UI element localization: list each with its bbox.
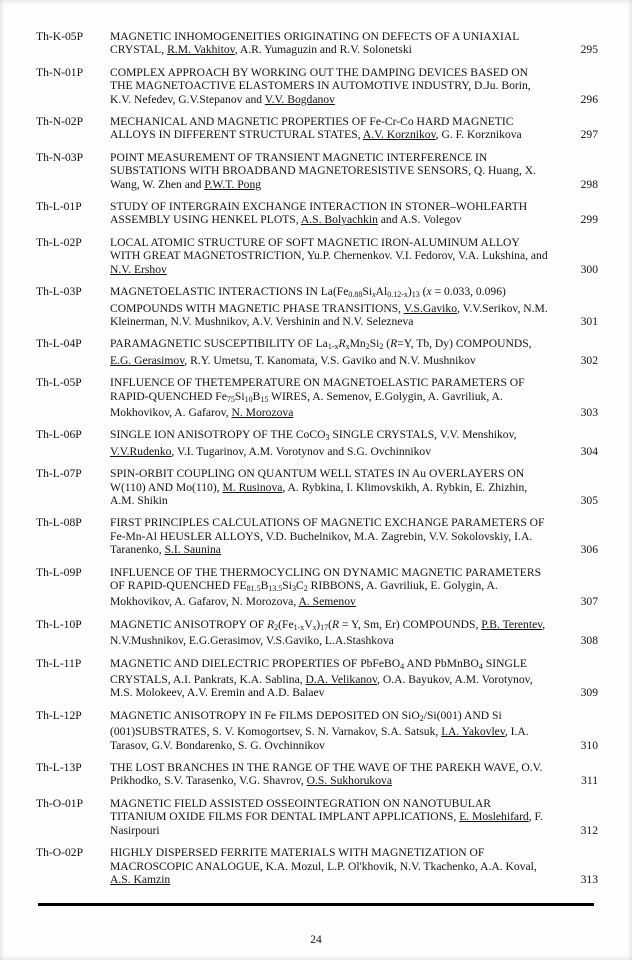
text-segment: B: [260, 579, 269, 592]
entry-page-number: 299: [580, 213, 598, 227]
entry-page-number: 300: [580, 262, 598, 276]
entry-page-number: 308: [580, 634, 598, 648]
text-segment: =Y, Tb, Dy) COMPOUNDS,: [397, 337, 532, 351]
entry-title-authors: [110, 285, 564, 328]
toc-entry: [36, 467, 598, 507]
text-segment: , I.A. Tarasov, G.V. Bondarenko, S. G. Ovchinnikov: [110, 725, 529, 752]
text-segment: , O.A. Bayukov, A.M. Vorotynov, M.S. Molokeev, A.V. Eremin and A.D. Balaev: [110, 673, 533, 700]
text-segment: INFLUENCE OF THE THERMOCYCLING ON DYNAMIC MAGNETIC PARAMETERS OF RAPID-QUENCHED FE: [110, 565, 542, 592]
text-segment: ): [316, 617, 321, 631]
presenting-author: M. Rusinova: [222, 480, 283, 494]
text-segment: = 0.033, 0.096) COMPOUNDS WITH MAGNETIC PHASE TRANSITIONS,: [110, 285, 506, 315]
text-segment: SINGLE ION ANISOTROPY OF THE CoCO: [110, 428, 326, 442]
entry-code: Th-K-05P: [36, 30, 84, 43]
text-segment: AND PbMnBO: [404, 656, 479, 670]
text-segment: (: [328, 617, 332, 631]
text-segment: , A.R. Yumaguzin and R.V. Solonetski: [234, 43, 412, 57]
text-segment: MECHANICAL AND MAGNETIC PROPERTIES OF Fe-Cr-Co HARD MAGNETIC ALLOYS IN DIFFERENT STRUCTURAL STATES,: [110, 115, 514, 142]
entry-title-authors: [110, 200, 564, 227]
entry-code: Th-L-09P: [36, 565, 82, 579]
entry-code: Th-L-13P: [36, 761, 82, 775]
presenting-author: E.G. Gerasimov: [110, 353, 185, 367]
text-segment: INFLUENCE OF THETEMPERATURE ON MAGNETOELASTIC PARAMETERS OF RAPID-QUENCHED Fe: [110, 376, 525, 403]
text-segment: COMPLEX APPROACH BY WORKING OUT THE DAMPING DEVICES BASED ON THE MAGNETOACTIVE ELASTOMERS IN AUTOMOTIVE INDUSTRY, D.Ju. Borin, K.V. Nefedev, G.V.Stepanov and: [110, 65, 531, 106]
text-segment: x: [372, 290, 376, 300]
text-segment: (: [383, 337, 391, 351]
entry-title-authors: [110, 516, 564, 556]
entry-code: Th-L-08P: [36, 516, 82, 530]
text-segment: 13: [411, 290, 420, 300]
toc-entry: [36, 66, 598, 106]
text-segment: 3: [325, 433, 330, 443]
toc-entry: [36, 236, 598, 276]
text-segment: 2: [379, 342, 384, 352]
text-segment: , V.V.Serikov, N.M. Kleinerman, N.V. Mushnikov, A.V. Vershinin and N.V. Selezneva: [110, 301, 548, 328]
presenting-author: A.S. Bolyachkin: [300, 213, 378, 227]
text-segment: Si: [234, 389, 245, 403]
text-segment: Si: [369, 337, 380, 351]
text-segment: SINGLE CRYSTALS, V.V. Menshikov,: [329, 428, 517, 442]
presenting-author: I.A. Yakovlev: [441, 725, 505, 739]
toc-entry: [36, 797, 598, 837]
text-segment: 0.12-x: [387, 290, 408, 300]
presenting-author: N.V. Ershov: [110, 262, 167, 276]
text-segment: Mn: [349, 337, 366, 351]
presenting-author: D.A. Velikanov: [305, 673, 378, 687]
toc-entry: [36, 428, 598, 458]
text-segment: WIRES, A. Semenov, E.Golygin, A. Gavriliuk, A. Mokhovikov, A. Gafarov,: [110, 389, 503, 419]
text-segment: , G. F. Korznikova: [435, 128, 522, 142]
text-segment: 3: [291, 584, 296, 593]
entry-title-authors: [110, 618, 564, 648]
entry-page-number: 301: [580, 314, 598, 328]
entry-title-authors: [110, 467, 564, 507]
entry-code: Th-L-04P: [36, 337, 82, 351]
text-segment: 2: [274, 622, 279, 632]
presenting-author: A.S. Kamzin: [110, 872, 171, 886]
toc-entry: [36, 285, 598, 328]
text-segment: MAGNETOELASTIC INTERACTIONS IN La(Fe: [110, 285, 349, 299]
page-number: 24: [310, 934, 322, 946]
footer-rule: [38, 903, 594, 906]
entry-page-number: 296: [580, 92, 598, 106]
toc-entry: [36, 516, 598, 556]
entry-title-authors: [110, 709, 564, 752]
text-segment: 1-x: [327, 342, 339, 352]
toc-entries: [36, 30, 598, 895]
toc-entry: [36, 151, 598, 191]
entry-code: Th-L-11P: [36, 656, 82, 670]
text-segment: THE LOST BRANCHES IN THE RANGE OF THE WAVE OF THE PAREKH WAVE, O.V. Prikhodko, S.V. Tarasenko, V.G. Shavrov,: [110, 761, 543, 788]
text-segment: 1-x: [293, 622, 305, 632]
entry-page-number: 304: [580, 444, 598, 458]
presenting-author: V.V.Rudenko: [110, 444, 172, 458]
text-segment: SINGLE CRYSTALS, A.I. Pankrats, K.A. Sablina,: [110, 656, 527, 687]
presenting-author: P.B. Terentev: [481, 617, 543, 631]
text-segment: C: [295, 579, 304, 592]
toc-entry: [36, 657, 598, 700]
presenting-author: V.V. Bogdanov: [264, 92, 335, 106]
text-segment: 81.5: [246, 584, 261, 593]
text-segment: R: [332, 617, 340, 631]
presenting-author: A. Semenov: [298, 595, 356, 609]
toc-entry: [36, 618, 598, 648]
entry-code: Th-N-02P: [36, 115, 84, 129]
entry-page-number: 295: [580, 43, 598, 57]
text-segment: x: [345, 342, 350, 352]
text-segment: Si: [362, 285, 373, 299]
text-segment: , N.V.Mushnikov, E.G.Gerasimov, V.S.Gaviko, L.A.Stashkova: [110, 617, 546, 648]
text-segment: R: [390, 337, 398, 351]
text-segment: Si: [282, 579, 292, 592]
text-segment: and A.S. Volegov: [377, 213, 462, 227]
text-segment: RIBBONS, A. Gavriliuk, E. Golygin, A. Mokhovikov, A. Gafarov, N. Morozova,: [110, 579, 498, 609]
text-segment: B: [252, 389, 261, 403]
entry-title-authors: [110, 428, 564, 458]
text-segment: 15: [260, 394, 269, 404]
text-segment: , V.I. Tugarinov, A.M. Vorotynov and S.G. Ovchinnikov: [171, 444, 432, 458]
entry-code: Th-L-01P: [36, 200, 82, 214]
entry-code: Th-L-10P: [36, 617, 82, 631]
entry-code: Th-L-12P: [36, 708, 82, 722]
toc-entry: [36, 566, 598, 609]
text-segment: 2: [365, 342, 370, 352]
presenting-author: R.M. Vakhitov: [167, 43, 235, 57]
entry-code: Th-L-06P: [36, 428, 82, 442]
entry-page-number: 305: [580, 493, 598, 507]
entry-title-authors: [110, 797, 564, 837]
entry-title-authors: [110, 761, 564, 788]
text-segment: LOCAL ATOMIC STRUCTURE OF SOFT MAGNETIC IRON-ALUMINUM ALLOY WITH GREAT MAGNETOSTRICTION, Yu.P. Chernenkov. V.I. Fedorov, V.A. Lukshina, and: [110, 235, 548, 263]
presenting-author: V.S.Gaviko: [403, 301, 457, 315]
entry-code: Th-O-01P: [36, 796, 84, 810]
text-segment: MAGNETIC AND DIELECTRIC PROPERTIES OF PbFeBO: [110, 656, 401, 670]
entry-page-number: 297: [580, 128, 598, 142]
text-segment: 4: [478, 661, 483, 671]
text-segment: STUDY OF INTERGRAIN EXCHANGE INTERACTION IN STONER–WOHLFARTH ASSEMBLY USING HENKEL PLOTS,: [110, 200, 528, 227]
text-segment: ): [407, 285, 412, 299]
entry-code: Th-L-03P: [36, 285, 82, 299]
text-segment: MAGNETIC ANISOTROPY OF: [110, 617, 268, 631]
text-segment: 13.5: [268, 584, 283, 593]
text-segment: HIGHLY DISPERSED FERRITE MATERIALS WITH MAGNETIZATION OF MACROSCOPIC ANALOGUE, K.A. Mozul, L.P. Ol'khovik, N.V. Tkachenko, A.A. Koval,: [110, 846, 537, 873]
toc-entry: [36, 376, 598, 419]
text-segment: 17: [320, 622, 329, 632]
entry-page-number: 311: [581, 774, 598, 788]
text-segment: , A. Rybkina, I. Klimovskikh, A. Rybkin, E. Zhizhin, A.M. Shikin: [110, 480, 528, 507]
text-segment: (: [419, 285, 427, 299]
text-segment: SPIN-ORBIT COUPLING ON QUANTUM WELL STATES IN Au OVERLAYERS ON W(110) AND Mo(110),: [110, 467, 525, 494]
toc-entry: [36, 709, 598, 752]
text-segment: R: [267, 617, 275, 631]
entry-code: Th-N-03P: [36, 150, 84, 164]
presenting-author: A.V. Korznikov: [362, 128, 436, 142]
entry-code: Th-L-02P: [36, 235, 82, 249]
text-segment: V: [304, 617, 313, 631]
text-segment: MAGNETIC FIELD ASSISTED OSSEOINTEGRATION ON NANOTUBULAR TITANIUM OXIDE FILMS FOR DENTAL IMPLANT APPLICATIONS,: [110, 796, 491, 824]
presenting-author: P.W.T. Pong: [204, 177, 262, 191]
text-segment: 75: [226, 394, 235, 404]
entry-title-authors: [110, 66, 564, 106]
text-segment: MAGNETIC ANISOTROPY IN Fe FILMS DEPOSITED ON SiO: [110, 708, 420, 722]
presenting-author: S.I. Saunina: [164, 543, 221, 557]
entry-code: Th-L-07P: [36, 467, 82, 481]
entry-title-authors: [110, 151, 564, 191]
entry-page-number: 298: [580, 177, 598, 191]
presenting-author: O.S. Sukhorukova: [306, 774, 392, 788]
toc-entry: [36, 30, 598, 57]
toc-entry: [36, 846, 598, 886]
entry-page-number: 303: [580, 405, 598, 419]
entry-title-authors: [110, 236, 564, 276]
entry-title-authors: [110, 30, 564, 57]
entry-page-number: 302: [580, 353, 598, 367]
entry-page-number: 310: [580, 738, 598, 752]
entry-page-number: 309: [580, 686, 598, 700]
presenting-author: E. Moslehifard: [459, 810, 529, 824]
entry-page-number: 307: [580, 595, 598, 609]
entry-title-authors: [110, 566, 564, 609]
toc-entry: [36, 115, 598, 142]
text-segment: , F. Nasirpouri: [110, 810, 543, 837]
text-segment: 2: [303, 584, 308, 593]
entry-page-number: 306: [580, 543, 598, 557]
text-segment: 2: [419, 713, 424, 723]
text-segment: FIRST PRINCIPLES CALCULATIONS OF MAGNETIC EXCHANGE PARAMETERS OF Fe-Mn-Al HEUSLER ALLOYS, V.D. Buchelnikov, M.A. Zagrebin, V.V. Sokolovskiy, I.A. Taranenko,: [110, 516, 545, 557]
text-segment: PARAMAGNETIC SUSCEPTIBILITY OF La: [110, 337, 328, 351]
entry-page-number: 313: [580, 872, 598, 886]
text-segment: x: [312, 622, 317, 632]
text-segment: /Si(001) AND Si (001)SUBSTRATES, S. V. Komogortsev, S. N. Varnakov, S.A. Satsuk,: [110, 708, 502, 739]
text-segment: (Fe: [278, 617, 294, 631]
entry-title-authors: [110, 115, 564, 142]
text-segment: = Y, Sm, Er) COMPOUNDS,: [339, 617, 482, 631]
toc-entry: [36, 200, 598, 227]
entry-title-authors: [110, 657, 564, 700]
text-segment: 10: [244, 394, 253, 404]
entry-code: Th-O-02P: [36, 846, 84, 860]
entry-title-authors: [110, 337, 564, 367]
entry-code: Th-L-05P: [36, 376, 82, 390]
text-segment: x: [426, 285, 432, 299]
entry-code: Th-N-01P: [36, 65, 84, 79]
entry-title-authors: [110, 376, 564, 419]
entry-title-authors: [110, 846, 564, 886]
text-segment: 4: [400, 661, 405, 671]
toc-entry: [36, 337, 598, 367]
text-segment: , R.Y. Umetsu, T. Kanomata, V.S. Gaviko and N.V. Mushnikov: [184, 353, 476, 367]
text-segment: MAGNETIC INHOMOGENEITIES ORIGINATING ON DEFECTS OF A UNIAXIAL CRYSTAL,: [110, 30, 519, 57]
presenting-author: N. Morozova: [231, 405, 294, 419]
entry-page-number: 312: [580, 823, 598, 837]
toc-entry: [36, 761, 598, 788]
text-segment: 0.88: [348, 290, 363, 300]
text-segment: Al: [375, 285, 388, 299]
text-segment: POINT MEASUREMENT OF TRANSIENT MAGNETIC INTERFERENCE IN SUBSTATIONS WITH BROADBAND MAGNETORESISTIVE SENSORS, Q. Huang, X. Wang, W. Zhen and: [110, 150, 537, 191]
text-segment: R: [338, 337, 346, 351]
